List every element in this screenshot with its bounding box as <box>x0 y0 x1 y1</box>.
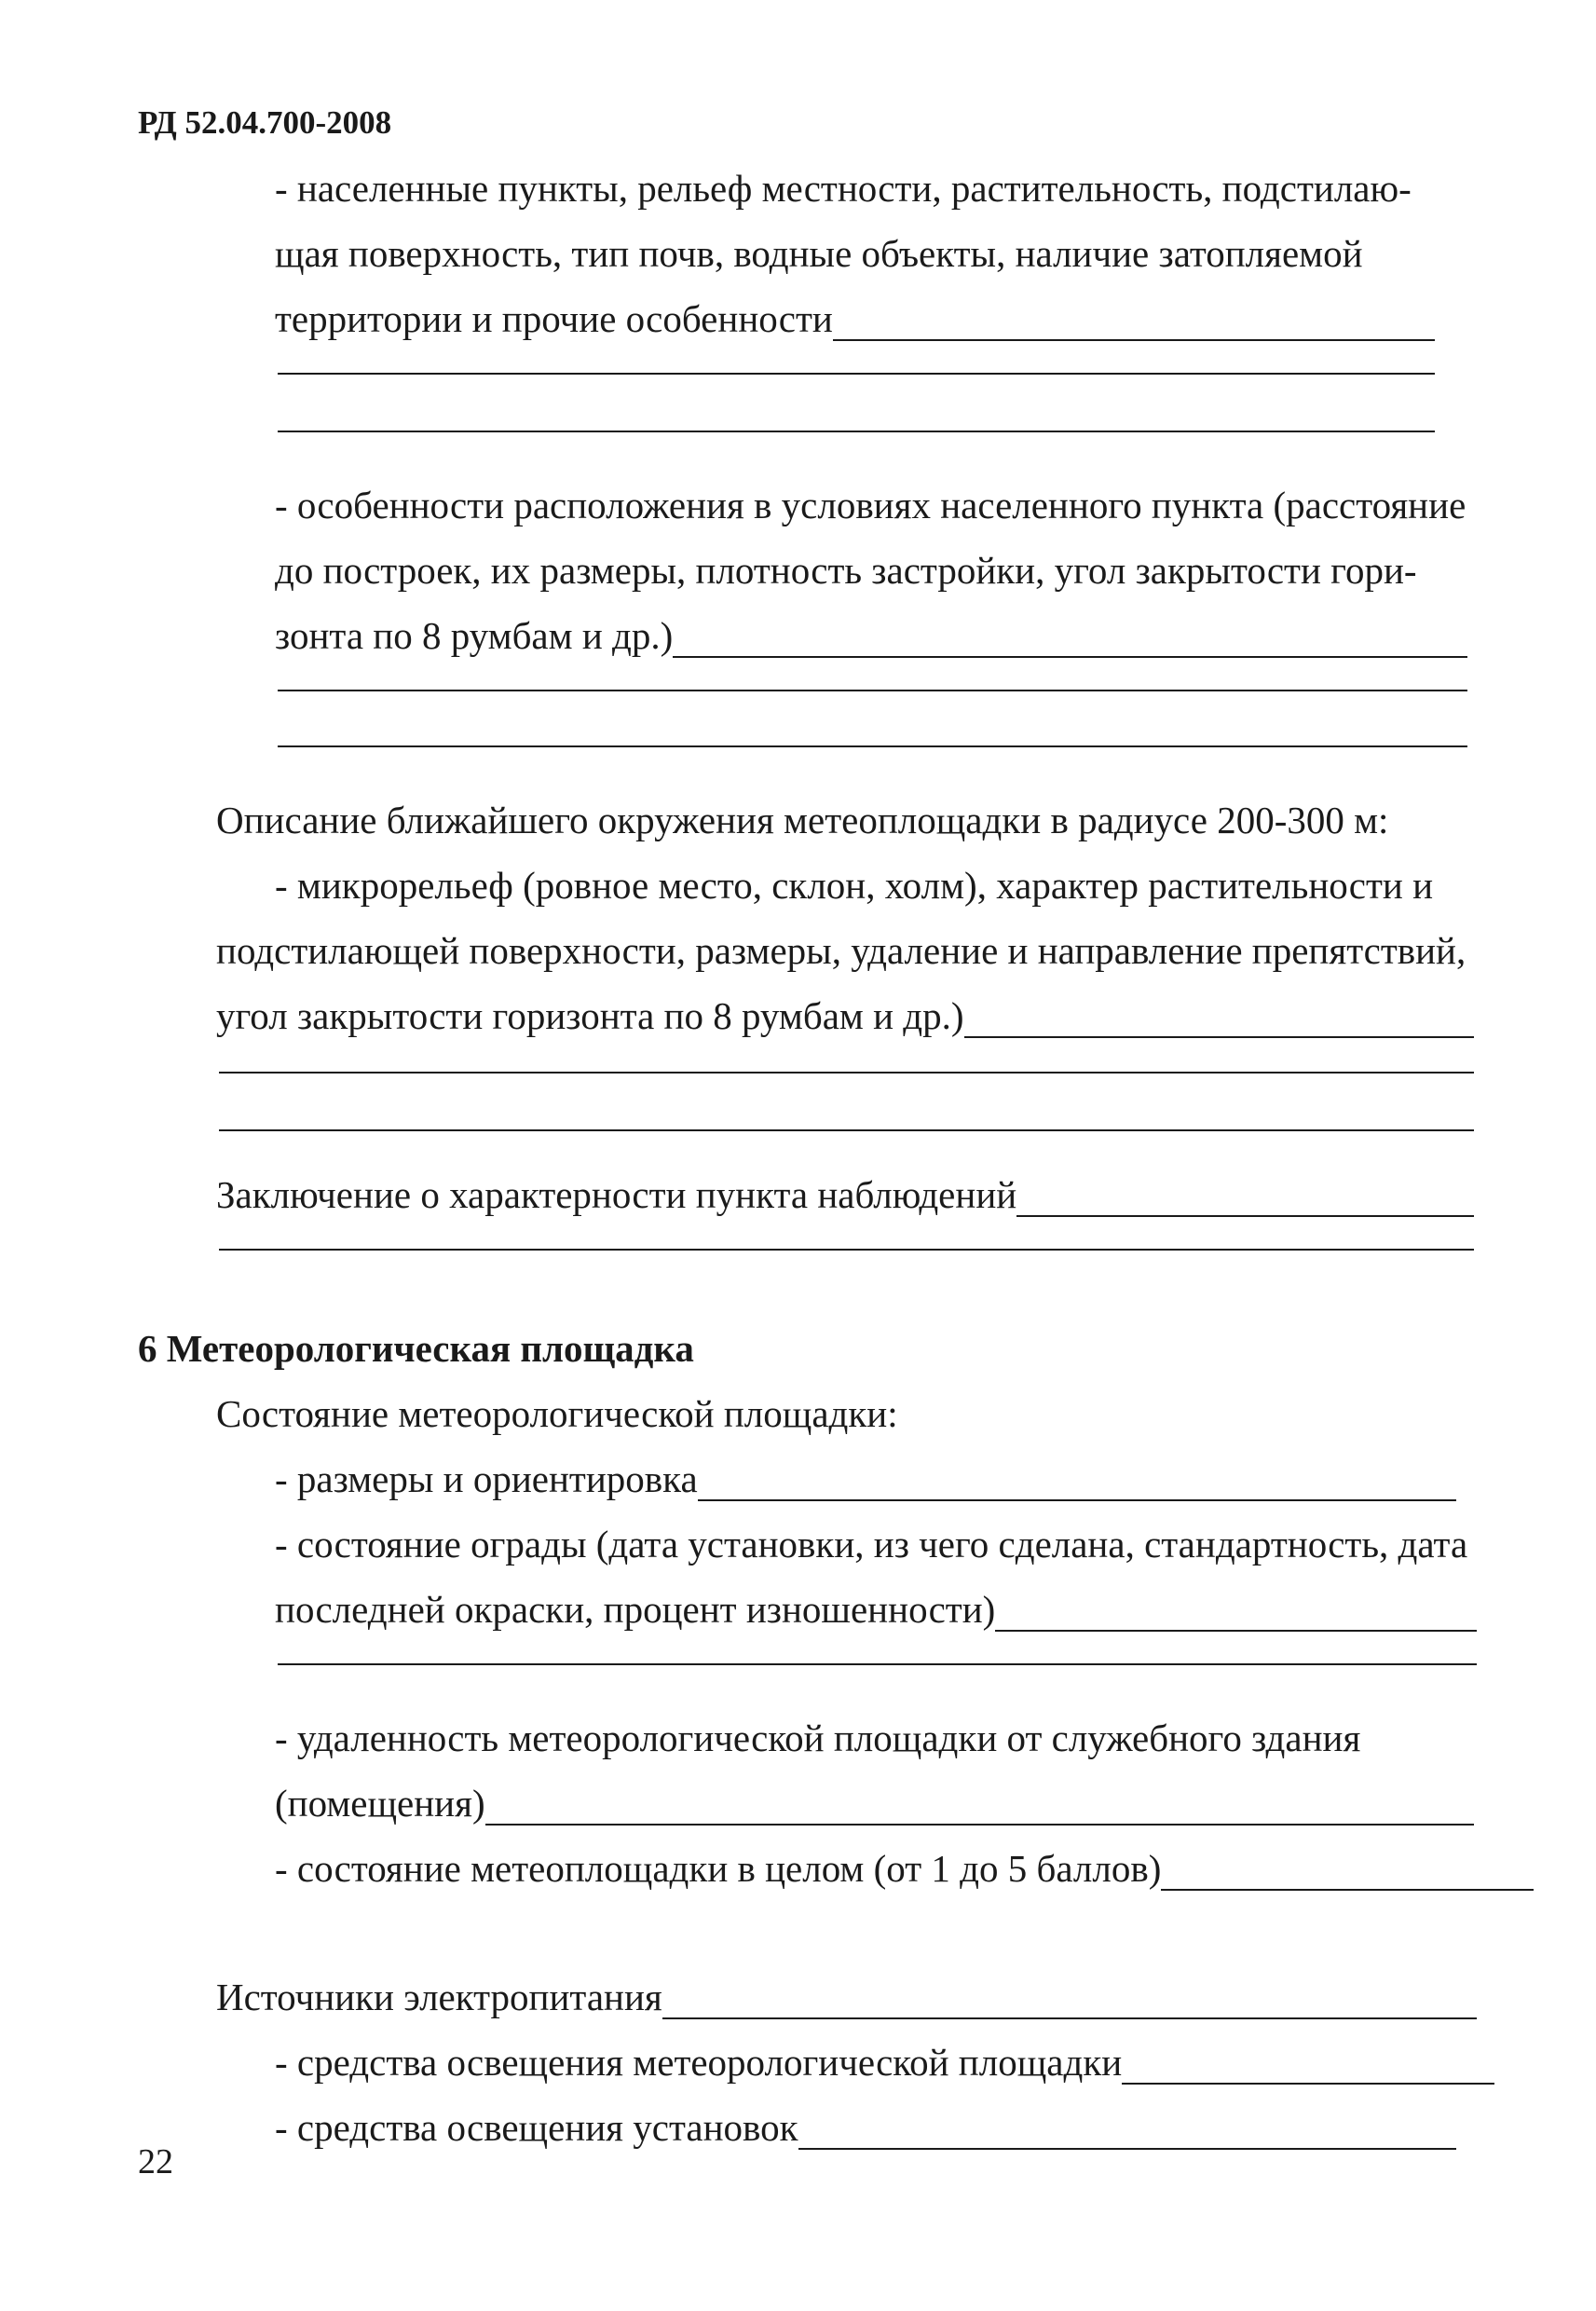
document-code-header: РД 52.04.700-2008 <box>138 104 392 141</box>
position-text-line-2: до построек, их размеры, плотность застройки, угол закрытости гори- <box>275 549 1417 592</box>
lighting-install-field-row <box>275 2104 1456 2151</box>
distance-text-line-2: (помещения) <box>275 1782 485 1825</box>
fence-text-line-1: - состояние ограды (дата установки, из чего сделана, стандартность, дата <box>275 1523 1468 1566</box>
lighting-install-label: - средства освещения установок <box>275 2106 798 2149</box>
overall-field-row <box>275 1845 1477 1892</box>
environment-input[interactable] <box>964 1003 1474 1038</box>
environment-text-line-2: подстилающей поверхности, размеры, удаление и направление препятствий, <box>216 929 1466 972</box>
overall-state-label: - состояние метеоплощадки в целом (от 1 до 5 баллов) <box>275 1847 1162 1890</box>
fence-state-input[interactable] <box>995 1596 1477 1632</box>
fence-text-line-2: последней окраски, процент изношенности) <box>275 1588 996 1631</box>
conclusion-input[interactable] <box>1016 1182 1474 1217</box>
lighting-site-field-row <box>275 2039 1456 2085</box>
distance-input[interactable] <box>485 1790 1474 1826</box>
site-state-title: Состояние метеорологической площадки: <box>216 1392 898 1435</box>
section-6-heading: 6 Метеорологическая площадка <box>138 1327 694 1370</box>
size-field-row <box>275 1456 1456 1502</box>
settlements-text-line-2: щая поверхность, тип почв, водные объекты, наличие затопляемой <box>275 232 1363 275</box>
conclusion-field-row <box>216 1171 1474 1218</box>
lighting-install-input[interactable] <box>798 2114 1456 2150</box>
environment-text-line-3: угол закрытости горизонта по 8 румбам и др.) <box>216 994 964 1037</box>
position-field-row <box>275 612 1467 659</box>
environment-text-line-1: - микрорельеф (ровное место, склон, холм), характер растительности и <box>275 864 1434 907</box>
size-orientation-input[interactable] <box>698 1466 1456 1501</box>
settlements-features-input[interactable] <box>833 306 1435 341</box>
position-input-line-2[interactable] <box>278 690 1467 691</box>
environment-input-line-2[interactable] <box>219 1072 1474 1073</box>
page-number: 22 <box>138 2142 173 2181</box>
environment-title: Описание ближайшего окружения метеоплощадки в радиусе 200-300 м: <box>216 799 1389 841</box>
conclusion-label: Заключение о характерности пункта наблюдений <box>216 1173 1017 1216</box>
lighting-site-label: - средства освещения метеорологической площадки <box>275 2041 1123 2084</box>
settlements-text-line-3: территории и прочие особенности <box>275 297 833 340</box>
position-input[interactable] <box>673 622 1467 658</box>
settlements-field-row <box>275 295 1435 342</box>
lighting-site-input[interactable] <box>1122 2049 1494 2085</box>
distance-field-row <box>275 1780 1474 1826</box>
position-text-line-1: - особенности расположения в условиях населенного пункта (расстояние <box>275 484 1466 526</box>
power-sources-input[interactable] <box>662 1984 1477 2019</box>
settlements-text-line-1: - населенные пункты, рельеф местности, растительность, подстилаю- <box>275 167 1412 210</box>
conclusion-input-line-2[interactable] <box>219 1249 1474 1251</box>
size-label: - размеры и ориентировка <box>275 1457 698 1500</box>
position-input-line-3[interactable] <box>278 745 1467 747</box>
overall-state-input[interactable] <box>1161 1855 1534 1891</box>
environment-input-line-3[interactable] <box>219 1129 1474 1131</box>
settlements-features-input-line-3[interactable] <box>278 431 1435 432</box>
settlements-features-input-line-2[interactable] <box>278 373 1435 375</box>
position-text-line-3: зонта по 8 румбам и др.) <box>275 614 674 657</box>
power-sources-label: Источники электропитания <box>216 1976 662 2018</box>
environment-field-row <box>216 992 1474 1039</box>
power-field-row <box>216 1974 1477 2020</box>
fence-state-input-line-2[interactable] <box>278 1663 1477 1665</box>
distance-text-line-1: - удаленность метеорологической площадки от служебного здания <box>275 1716 1361 1759</box>
fence-field-row <box>275 1586 1477 1633</box>
